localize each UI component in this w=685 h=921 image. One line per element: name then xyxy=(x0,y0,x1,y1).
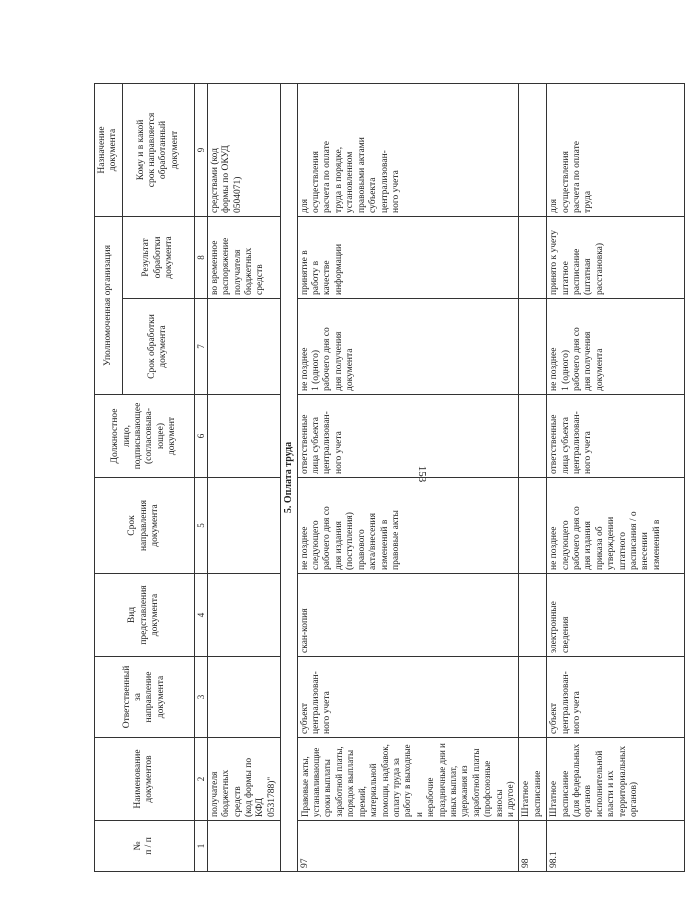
cell-processing-term xyxy=(519,299,547,395)
header-purpose: Назначение документа xyxy=(95,83,123,216)
cell-signer xyxy=(207,395,280,478)
section-row xyxy=(281,83,297,871)
column-number: 7 xyxy=(194,299,207,395)
header-recipient: Кому и в какой срок направляется обработанный документ xyxy=(122,83,194,216)
header-responsible: Ответственный за направление документа xyxy=(95,657,195,738)
cell-processing-term: не позднее 1 (одного) рабочего дня со дня получения документа xyxy=(547,299,685,395)
cell-doc-name: Штатное расписание (для федеральных органов исполнительной власти и их территориальных органов) xyxy=(547,738,685,821)
cell-doc-name: Штатное расписание xyxy=(519,738,547,821)
cell-purpose: для осуществления расчета по оплате труда в порядке, установленном правовыми актами субъекта централизован- ного учета xyxy=(297,83,519,216)
cell-view xyxy=(207,574,280,657)
header-processing-term: Срок обработки документа xyxy=(122,299,194,395)
header-signer: Должностное лицо, подписывающее (согласовыва- ющее) документ xyxy=(95,395,195,478)
table-row-continued xyxy=(207,83,280,871)
column-number: 4 xyxy=(194,574,207,657)
page-number: 153 xyxy=(416,465,428,483)
table-row xyxy=(519,83,547,871)
cell-processing-result: принято к учету штатное расписание (штатная расстановка) xyxy=(547,216,685,298)
cell-purpose: для осуществления расчета по оплате труда xyxy=(547,83,685,216)
cell-term xyxy=(207,478,280,574)
header-view: Вид представления документа xyxy=(95,574,195,657)
cell-processing-result: принятие в работу в качестве информации xyxy=(297,216,519,298)
cell-doc-name: получателя бюджетных средств (код формы по КФД 0531788)" xyxy=(207,738,280,821)
cell-responsible: субъект централизован- ного учета xyxy=(297,657,519,738)
table-row xyxy=(297,83,519,871)
table-row xyxy=(547,83,685,871)
column-number-row xyxy=(194,83,207,871)
rotated-table-page xyxy=(94,84,662,872)
cell-view xyxy=(519,574,547,657)
cell-view: скан-копия xyxy=(297,574,519,657)
cell-view: электронные сведения xyxy=(547,574,685,657)
cell-number: 97 xyxy=(297,821,519,872)
document-table xyxy=(94,83,685,872)
header-number: № п / п xyxy=(95,821,195,872)
cell-processing-term: не позднее 1 (одного) рабочего дня со дня получения документа xyxy=(297,299,519,395)
cell-processing-result xyxy=(519,216,547,298)
header-authorized-org: Уполномоченная организация xyxy=(95,216,123,394)
cell-term: не позднее следующего рабочего дня со дня издания приказа об утверждении штатного расписания / о внесении изменений в xyxy=(547,478,685,574)
column-number: 5 xyxy=(194,478,207,574)
cell-processing-term xyxy=(207,299,280,395)
column-number: 6 xyxy=(194,395,207,478)
cell-responsible: субъект централизован- ного учета xyxy=(547,657,685,738)
cell-signer: ответственные лица субъекта централизован- ного учета xyxy=(547,395,685,478)
cell-term xyxy=(519,478,547,574)
column-number: 3 xyxy=(194,657,207,738)
cell-number: 98 xyxy=(519,821,547,872)
header-doc-name: Наименование документов xyxy=(95,738,195,821)
cell-number: 98.1 xyxy=(547,821,685,872)
column-number: 8 xyxy=(194,216,207,298)
cell-processing-result: во временное распоряжение получателя бюджетных средств xyxy=(207,216,280,298)
header-row xyxy=(95,83,123,871)
cell-term: не позднее следующего рабочего дня со дня издания (поступления) правового акта/внесения изменений в правовые акты xyxy=(297,478,519,574)
cell-responsible xyxy=(519,657,547,738)
column-number: 2 xyxy=(194,738,207,821)
header-term: Срок направления документа xyxy=(95,478,195,574)
header-processing-result: Результат обработки документа xyxy=(122,216,194,298)
cell-responsible xyxy=(207,657,280,738)
section-title: 5. Оплата труда xyxy=(281,83,297,871)
cell-doc-name: Правовые акты, устанавливающие сроки выплаты заработной платы, порядок выплаты премий, материальной помощи, надбавок, оплату труда за работу в выходные и нерабочие праздничные дни и иных выплат, удержания из заработной платы (профсоюзные взносы и другое) xyxy=(297,738,519,821)
cell-purpose: средствами (код формы по ОКУД 0504071) xyxy=(207,83,280,216)
column-number: 9 xyxy=(194,83,207,216)
column-number: 1 xyxy=(194,821,207,872)
cell-signer: ответственные лица субъекта централизован- ного учета xyxy=(297,395,519,478)
cell-number xyxy=(207,821,280,872)
cell-signer xyxy=(519,395,547,478)
cell-purpose xyxy=(519,83,547,216)
